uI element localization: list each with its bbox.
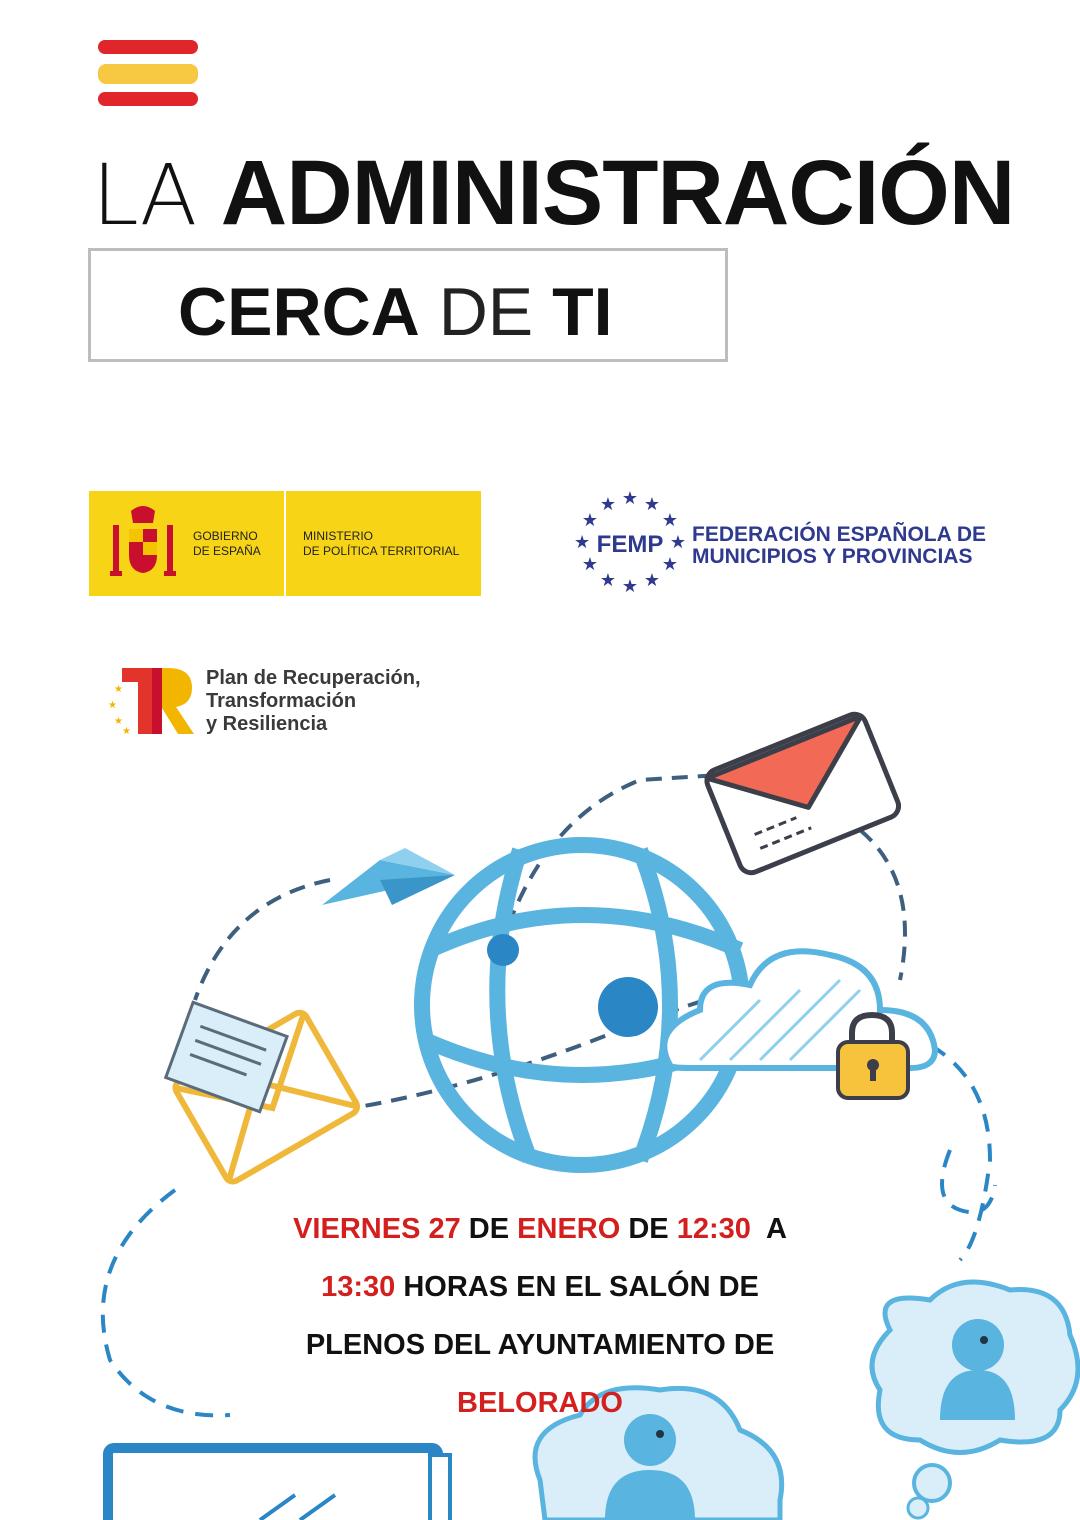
svg-text:★: ★ (669, 532, 686, 553)
svg-text:★: ★ (108, 700, 117, 711)
coat-of-arms-icon (105, 503, 181, 583)
envelope-icon (703, 711, 902, 877)
svg-text:★: ★ (581, 510, 599, 531)
gobierno-label: GOBIERNO DE ESPAÑA (193, 529, 261, 558)
svg-text:★: ★ (621, 576, 639, 596)
svg-text:★: ★ (581, 554, 599, 575)
svg-text:★: ★ (661, 554, 679, 575)
prtr-label: Plan de Recuperación, Transformación y Resiliencia (206, 667, 421, 735)
svg-text:★: ★ (599, 570, 617, 591)
svg-text:★: ★ (621, 490, 639, 509)
ministerio-label: MINISTERIO DE POLÍTICA TERRITORIAL (303, 529, 460, 558)
event-place: BELORADO (457, 1387, 623, 1419)
svg-text:★: ★ (643, 494, 661, 515)
svg-text:★: ★ (661, 510, 679, 531)
monitor-icon (108, 1448, 450, 1520)
svg-text:★: ★ (574, 532, 591, 553)
paper-plane-icon (322, 848, 455, 905)
svg-text:★: ★ (114, 684, 123, 695)
svg-text:★: ★ (599, 494, 617, 515)
gobierno-logo (89, 491, 481, 596)
event-line-1: VIERNES 27 DE ENERO DE 12:30 A (293, 1213, 787, 1245)
femp-label: FEDERACIÓN ESPAÑOLA DE MUNICIPIOS Y PROVINCIAS (692, 523, 987, 568)
svg-text:★: ★ (114, 716, 123, 727)
svg-text:★: ★ (122, 726, 131, 737)
event-line-2: 13:30 HORAS EN EL SALÓN DE (321, 1271, 759, 1303)
menu-icon[interactable] (98, 40, 198, 106)
svg-text:★: ★ (643, 570, 661, 591)
person-icon (872, 1282, 1078, 1518)
femp-stars-icon (574, 490, 686, 596)
page-subtitle: CERCA DE TI (178, 274, 613, 350)
page-title: LA ADMINISTRACIÓN (92, 142, 1015, 244)
event-details (200, 1200, 880, 1432)
event-line-3: PLENOS DEL AYUNTAMIENTO DE (305, 1329, 775, 1361)
femp-acronym: FEMP (596, 531, 664, 558)
